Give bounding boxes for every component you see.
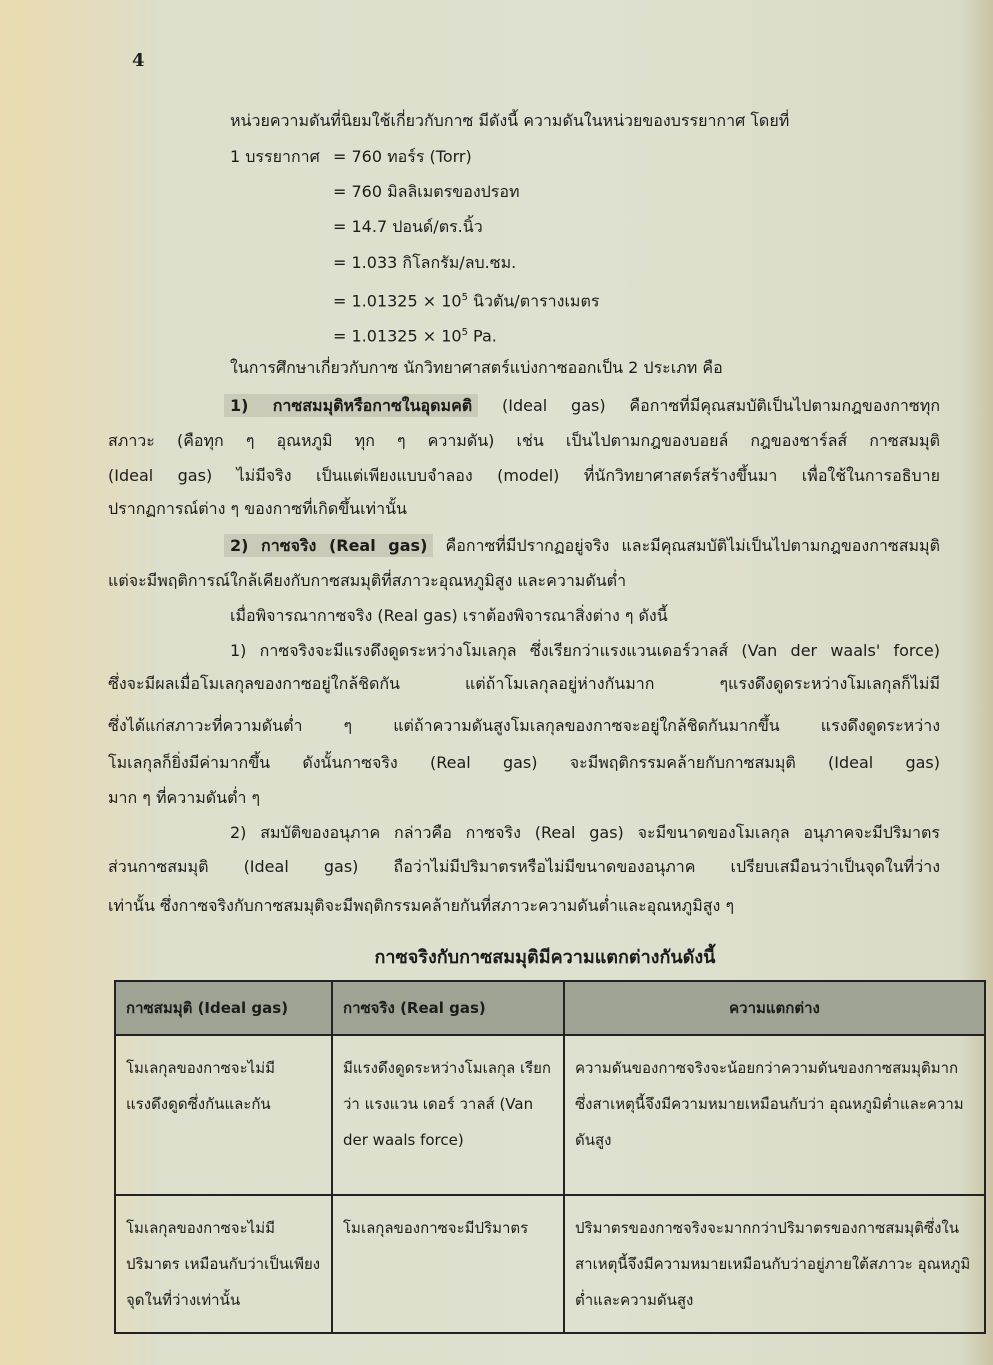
unit-equivalence: = $1.01325 \times 10^5$ นิวตัน/ตารางเมตร <box>333 291 600 311</box>
ideal-gas-line: ปรากฏการณ์ต่าง ๆ ของกาซที่เกิดขึ้นเท่านั้น <box>108 499 407 518</box>
classify-line: ในการศึกษาเกี่ยวกับกาซ นักวิทยาศาสตร์แบ่งกาซออกเป็น 2 ประเภท คือ <box>230 358 723 377</box>
page-number: 4 <box>132 50 145 71</box>
table-row <box>115 1035 985 1195</box>
ideal-gas-heading: 1) กาซสมมุติหรือกาซในอุดมคติ <box>224 394 478 417</box>
unit-equivalence: = 14.7 ปอนด์/ตร.นิ้ว <box>333 217 483 236</box>
unit-equivalence: = 760 ทอร์ร (Torr) <box>333 147 472 166</box>
table-header-row <box>115 981 985 1035</box>
unit-equivalence: = 760 มิลลิเมตรของปรอท <box>333 182 520 201</box>
consider-line: เมื่อพิจารณากาซจริง (Real gas) เราต้องพิจารณาสิ่งต่าง ๆ ดังนี้ <box>230 606 668 625</box>
column-header: กาซจริง (Real gas) <box>332 981 564 1035</box>
comparison-table <box>114 980 986 1334</box>
point1-line: มาก ๆ ที่ความดันต่ำ ๆ <box>108 788 261 807</box>
point2-line: ส่วนกาซสมมุติ (Ideal gas) ถือว่าไม่มีปริมาตรหรือไม่มีขนาดของอนุภาค เปรียบเสมือนว่าเป็นจุดในที่ว่าง <box>108 857 940 876</box>
point2-line: 2) สมบัติของอนุภาค กล่าวคือ กาซจริง (Real gas) จะมีขนาดของโมเลกุล อนุภาคจะมีปริมาตร <box>230 823 940 842</box>
ideal-gas-paragraph: 1) กาซสมมุติหรือกาซในอุดมคติ (Ideal gas) คือกาซที่มีคุณสมบัติเป็นไปตามกฎของกาซทุก <box>230 395 940 417</box>
table-cell: โมเลกุลของกาซจะไม่มีแรงดึงดูดซึ่งกันและกัน <box>115 1035 332 1195</box>
table-cell: โมเลกุลของกาซจะไม่มีปริมาตร เหมือนกับว่าเป็นเพียงจุดในที่ว่างเท่านั้น <box>115 1195 332 1333</box>
point1-line: ซึ่งได้แก่สภาวะที่ความดันต่ำ ๆ แต่ถ้าความดันสูงโมเลกุลของกาซจะอยู่ใกล้ชิดกันมากขึ้น แรงดึงดูดระหว่าง <box>108 716 940 735</box>
point1-line: โมเลกุลก็ยิ่งมีค่ามากขึ้น ดังนั้นกาซจริง (Real gas) จะมีพฤติกรรมคล้ายกับกาซสมมุติ (Ideal gas) <box>108 753 940 772</box>
point1-line: 1) กาซจริงจะมีแรงดึงดูดระหว่างโมเลกุล ซึ่งเรียกว่าแรงแวนเดอร์วาลส์ (Van der waals' force) <box>230 641 940 660</box>
point2-line: เท่านั้น ซึ่งกาซจริงกับกาซสมมุติจะมีพฤติกรรมคล้ายกันที่สภาวะความดันต่ำและอุณหภูมิสูง ๆ <box>108 896 735 915</box>
ideal-gas-line: (Ideal gas) ไม่มีจริง เป็นแต่เพียงแบบจำลอง (model) ที่นักวิทยาศาสตร์สร้างขึ้นมา เพื่อใช้ในการอธิบาย <box>108 466 940 485</box>
real-gas-line: แต่จะมีพฤติการณ์ใกล้เคียงกับกาซสมมุติที่สภาวะอุณหภูมิสูง และความดันต่ำ <box>108 571 627 590</box>
real-gas-paragraph: 2) กาซจริง (Real gas) คือกาซที่มีปรากฏอยู่จริง และมีคุณสมบัติไม่เป็นไปตามกฎของกาซสมมุติ <box>230 535 940 557</box>
column-header: กาซสมมุติ (Ideal gas) <box>115 981 332 1035</box>
table-cell: มีแรงดึงดูดระหว่างโมเลกุล เรียกว่า แรงแวน เดอร์ วาลส์ (Van der waals force) <box>332 1035 564 1195</box>
unit-equivalence: = $1.01325 \times 10^5$ Pa. <box>333 326 497 346</box>
real-gas-heading: 2) กาซจริง (Real gas) <box>224 534 433 557</box>
column-header: ความแตกต่าง <box>564 981 985 1035</box>
ideal-gas-line: สภาวะ (คือทุก ๆ อุณหภูมิ ทุก ๆ ความดัน) เช่น เป็นไปตามกฎของบอยล์ กฎของชาร์ลส์ กาซสมมุติ <box>108 431 940 450</box>
table-cell: โมเลกุลของกาซจะมีปริมาตร <box>332 1195 564 1333</box>
table-cell: ปริมาตรของกาซจริงจะมากกว่าปริมาตรของกาซสมมุติซึ่งในสาเหตุนี้จึงมีความหมายเหมือนกับว่าอยู่ภายใต้สภาวะ อุณหภูมิต่ำและความดันสูง <box>564 1195 985 1333</box>
table-cell: ความดันของกาซจริงจะน้อยกว่าความดันของกาซสมมุติมาก ซึ่งสาเหตุนี้จึงมีความหมายเหมือนกับว่า อุณหภูมิต่ำและความดันสูง <box>564 1035 985 1195</box>
intro-line: หน่วยความดันที่นิยมใช้เกี่ยวกับกาซ มีดังนี้ ความดันในหน่วยของบรรยากาศ โดยที่ <box>230 111 790 130</box>
table-title: กาซจริงกับกาซสมมุติมีความแตกต่างกันดังนี้ <box>374 947 716 968</box>
unit-equivalence: = 1.033 กิโลกรัม/ลบ.ซม. <box>333 253 517 272</box>
units-lhs: 1 บรรยากาศ <box>230 147 320 166</box>
table-row <box>115 1195 985 1333</box>
point1-line: ซึ่งจะมีผลเมื่อโมเลกุลของกาซอยู่ใกล้ชิดกัน แต่ถ้าโมเลกุลอยู่ห่างกันมาก ๆแรงดึงดูดระหว่างโมเลกุลก็ไม่มี <box>108 674 940 693</box>
